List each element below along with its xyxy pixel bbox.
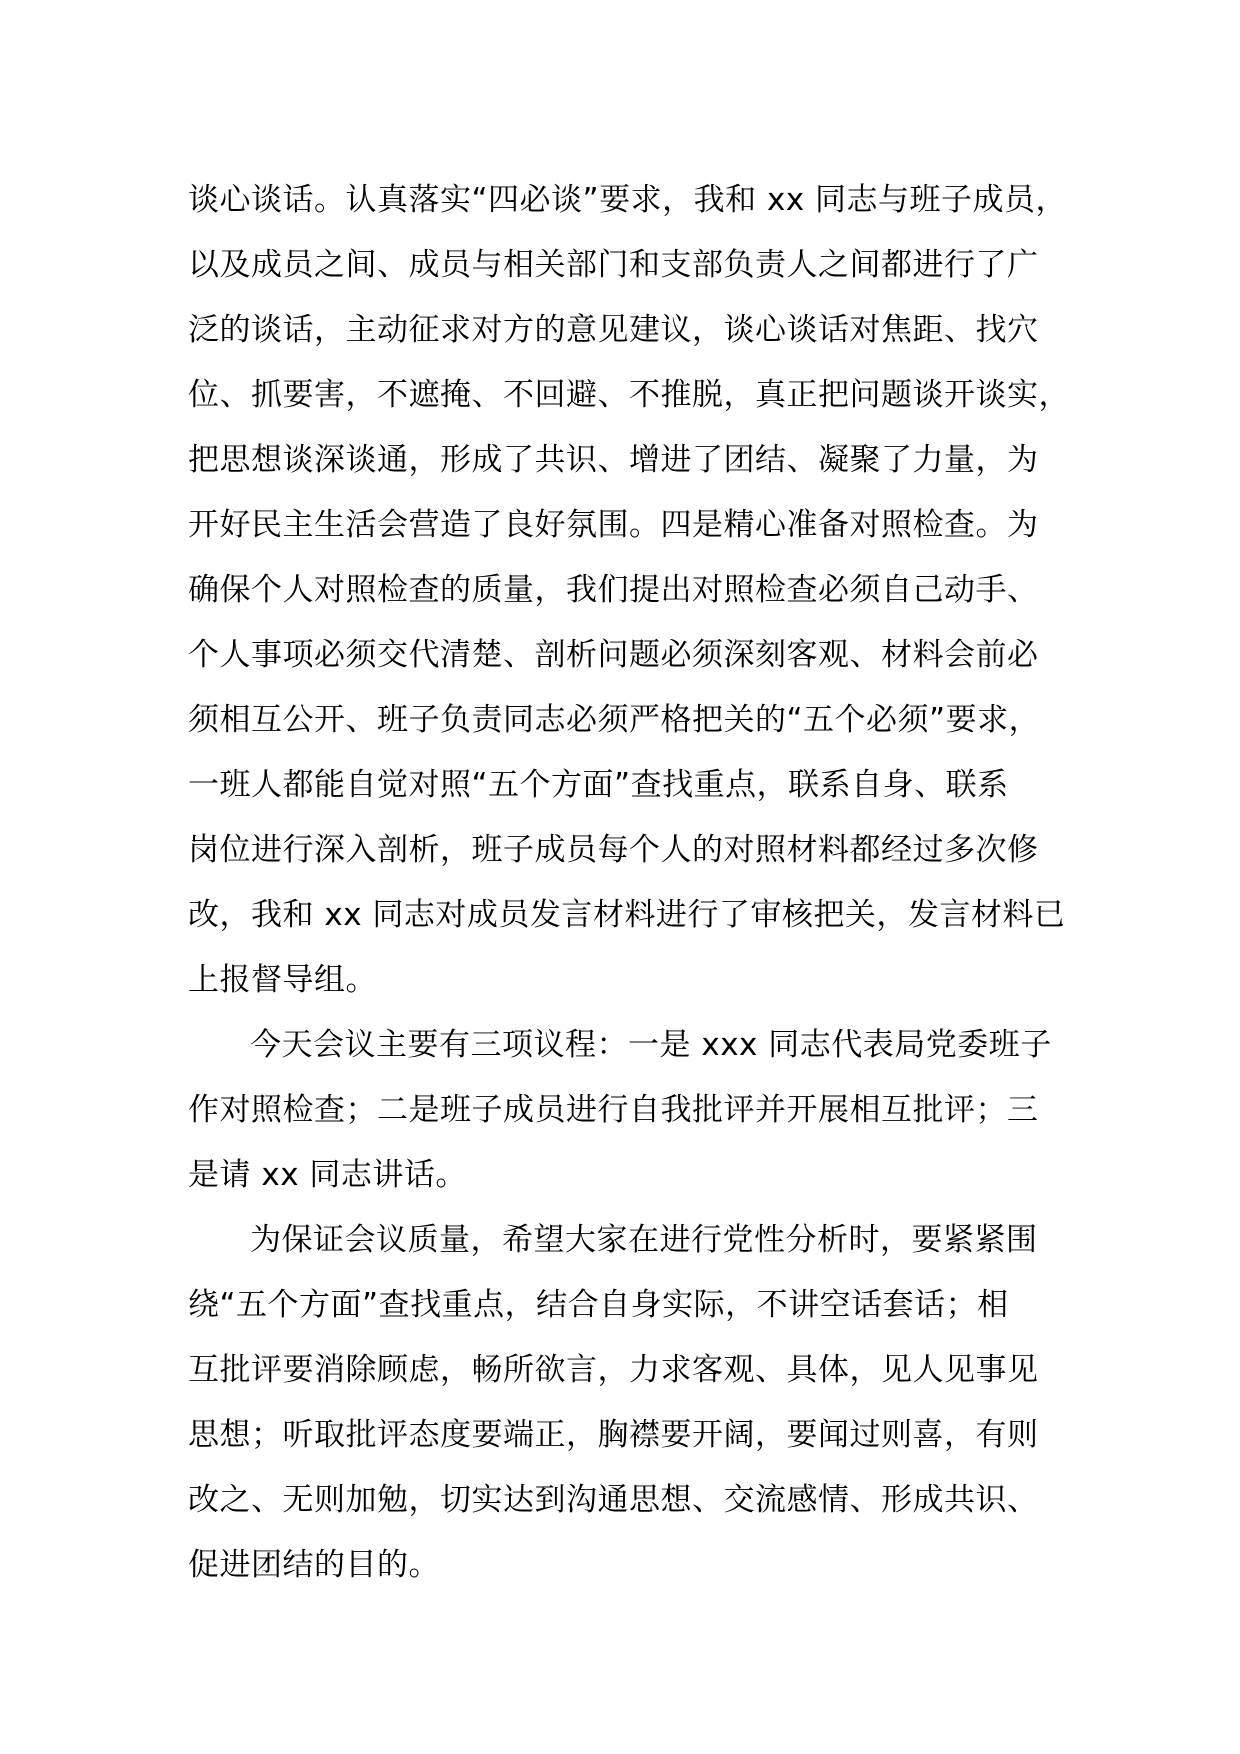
text-line: 是请 xx 同志讲话。 (188, 1157, 467, 1193)
text-line: 今天会议主要有三项议程：一是 xxx 同志代表局党委班子 (250, 1027, 1052, 1063)
text-line: 上报督导组。 (188, 962, 377, 998)
paragraph-3 (188, 1208, 1088, 1598)
text-line: 作对照检查；二是班子成员进行自我批评并开展相互批评；三 (188, 1092, 1039, 1128)
text-line: 须相互公开、班子负责同志必须严格把关的“五个必须”要求， (188, 702, 1041, 738)
text-line: 思想；听取批评态度要端正，胸襟要开阔，要闻过则喜，有则 (188, 1417, 1039, 1453)
paragraph-2 (188, 1013, 1088, 1208)
text-line: 一班人都能自觉对照“五个方面”查找重点，联系自身、联系 (188, 767, 1009, 803)
text-line: 确保个人对照检查的质量，我们提出对照检查必须自己动手、 (188, 572, 1039, 608)
text-line: 开好民主生活会营造了良好氛围。四是精心准备对照检查。为 (188, 507, 1039, 543)
text-line: 谈心谈话。认真落实“四必谈”要求，我和 xx 同志与班子成员， (188, 182, 1068, 218)
text-line: 改之、无则加勉，切实达到沟通思想、交流感情、形成共识、 (188, 1482, 1039, 1518)
text-line: 把思想谈深谈通，形成了共识、增进了团结、凝聚了力量，为 (188, 442, 1039, 478)
text-line: 以及成员之间、成员与相关部门和支部负责人之间都进行了广 (188, 247, 1039, 283)
text-line: 改，我和 xx 同志对成员发言材料进行了审核把关，发言材料已 (188, 897, 1066, 933)
text-line: 岗位进行深入剖析，班子成员每个人的对照材料都经过多次修 (188, 832, 1039, 868)
paragraph-1 (188, 168, 1088, 1013)
text-line: 个人事项必须交代清楚、剖析问题必须深刻客观、材料会前必 (188, 637, 1039, 673)
text-line: 泛的谈话，主动征求对方的意见建议，谈心谈话对焦距、找穴 (188, 312, 1039, 348)
text-line: 促进团结的目的。 (188, 1547, 440, 1583)
text-line: 互批评要消除顾虑，畅所欲言，力求客观、具体，见人见事见 (188, 1352, 1039, 1388)
text-line: 位、抓要害，不遮掩、不回避、不推脱，真正把问题谈开谈实， (188, 377, 1070, 413)
text-line: 绕“五个方面”查找重点，结合自身实际，不讲空话套话；相 (188, 1287, 1009, 1323)
text-line: 为保证会议质量，希望大家在进行党性分析时，要紧紧围 (250, 1222, 1038, 1258)
document-body (188, 168, 1088, 1598)
